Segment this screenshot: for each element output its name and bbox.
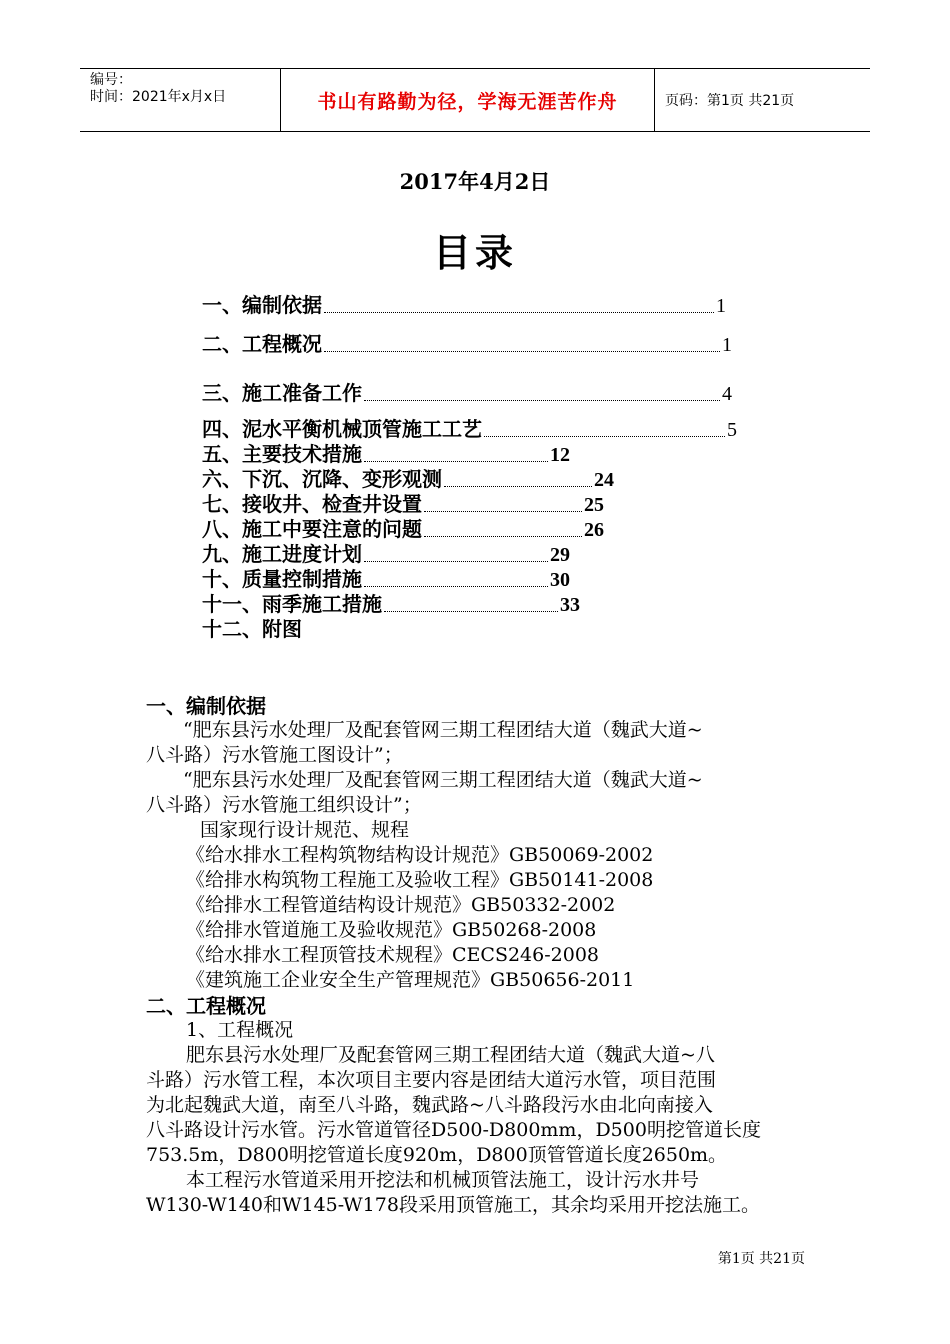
body-line: “肥东县污水处理厂及配套管网三期工程团结大道（魏武大道~ [183, 769, 703, 791]
toc-leader [364, 560, 548, 562]
toc-item-page: 24 [594, 469, 614, 491]
body-line: W130-W140和W145-W178段采用顶管施工，其余均采用开挖法施工。 [146, 1194, 760, 1216]
toc-leader [364, 399, 720, 401]
body-line: 八斗路）污水管施工组织设计”； [146, 794, 422, 816]
toc-item[interactable] [202, 380, 732, 406]
toc-item-page: 30 [550, 569, 570, 591]
body-line: 八斗路设计污水管。污水管道管径D500-D800mm，D500明挖管道长度 [146, 1119, 761, 1141]
body-line: 肥东县污水处理厂及配套管网三期工程团结大道（魏武大道~八 [186, 1044, 715, 1066]
toc-item-label: 九、施工进度计划 [202, 542, 362, 566]
toc-item-page: 25 [584, 494, 604, 516]
toc-item-page: 1 [716, 295, 726, 317]
toc-item-page: 26 [584, 519, 604, 541]
toc-item-label: 八、施工中要注意的问题 [202, 517, 422, 541]
toc-leader [484, 435, 725, 437]
toc-leader [424, 510, 582, 512]
toc-item-page: 1 [722, 334, 732, 356]
toc-item[interactable] [202, 292, 726, 318]
toc-item-label: 四、泥水平衡机械顶管施工工艺 [202, 417, 482, 441]
header-motto-cell [281, 69, 655, 131]
toc-item-label: 十二、附图 [202, 617, 302, 641]
toc-item-label: 五、主要技术措施 [202, 442, 362, 466]
doc-number-label: 编号： [90, 72, 132, 88]
toc-item[interactable] [202, 331, 732, 357]
body-line: 《给排水构筑物工程施工及验收工程》GB50141-2008 [186, 869, 654, 891]
toc-leader [444, 485, 592, 487]
document-date: 2017年4月2日 [399, 169, 551, 194]
page-footer: 第1页 共21页 [717, 1251, 805, 1267]
toc-item-page: 29 [550, 544, 570, 566]
toc-leader [364, 460, 548, 462]
toc-item[interactable] [202, 616, 302, 642]
body-line: 国家现行设计规范、规程 [200, 819, 410, 841]
toc-item-label: 十、质量控制措施 [202, 567, 362, 591]
body-line: 《给水排水工程顶管技术规程》CECS246-2008 [186, 944, 600, 966]
toc-item-label: 三、施工准备工作 [202, 381, 362, 405]
doc-time-label: 时间：2021年x月x日 [90, 89, 227, 105]
toc-leader [364, 585, 548, 587]
body-line: 为北起魏武大道，南至八斗路，魏武路~八斗路段污水由北向南接入 [146, 1094, 713, 1116]
page-header [80, 68, 870, 132]
section-heading: 一、编制依据 [146, 694, 266, 718]
header-motto: 书山有路勤为径，学海无涯苦作舟 [317, 90, 618, 113]
toc-item-label: 七、接收井、检查井设置 [202, 492, 422, 516]
body-line: 753.5m，D800明挖管道长度920m，D800顶管管道长度2650m。 [146, 1144, 728, 1166]
toc-leader [324, 311, 714, 313]
header-meta [80, 69, 281, 131]
toc-item-page: 12 [550, 444, 570, 466]
toc-leader [384, 610, 558, 612]
toc-leader [424, 535, 582, 537]
body-line: 本工程污水管道采用开挖法和机械顶管法施工，设计污水井号 [186, 1169, 700, 1191]
toc-item-label: 十一、雨季施工措施 [202, 592, 382, 616]
body-line: 八斗路）污水管施工图设计”； [146, 744, 403, 766]
toc-item-label: 二、工程概况 [202, 332, 322, 356]
toc-title: 目录 [432, 230, 517, 275]
body-line: 1、工程概况 [186, 1019, 294, 1041]
body-line: 《给排水管道施工及验收规范》GB50268-2008 [186, 919, 597, 941]
toc-item-page: 4 [722, 383, 732, 405]
toc-leader [324, 350, 720, 352]
body-line: 《给排水工程管道结构设计规范》GB50332-2002 [186, 894, 616, 916]
body-line: 斗路）污水管工程，本次项目主要内容是团结大道污水管，项目范围 [146, 1069, 717, 1091]
toc-item-page: 33 [560, 594, 580, 616]
toc-item-label: 一、编制依据 [202, 293, 322, 317]
section-heading: 二、工程概况 [146, 994, 266, 1018]
toc-item-label: 六、下沉、沉降、变形观测 [202, 467, 442, 491]
body-line: 《给水排水工程构筑物结构设计规范》GB50069-2002 [186, 844, 654, 866]
toc-item-page: 5 [727, 419, 737, 441]
body-line: 《建筑施工企业安全生产管理规范》GB50656-2011 [186, 969, 635, 991]
body-line: “肥东县污水处理厂及配套管网三期工程团结大道（魏武大道~ [183, 719, 703, 741]
header-page-info: 页码：第1页 共21页 [665, 93, 795, 109]
